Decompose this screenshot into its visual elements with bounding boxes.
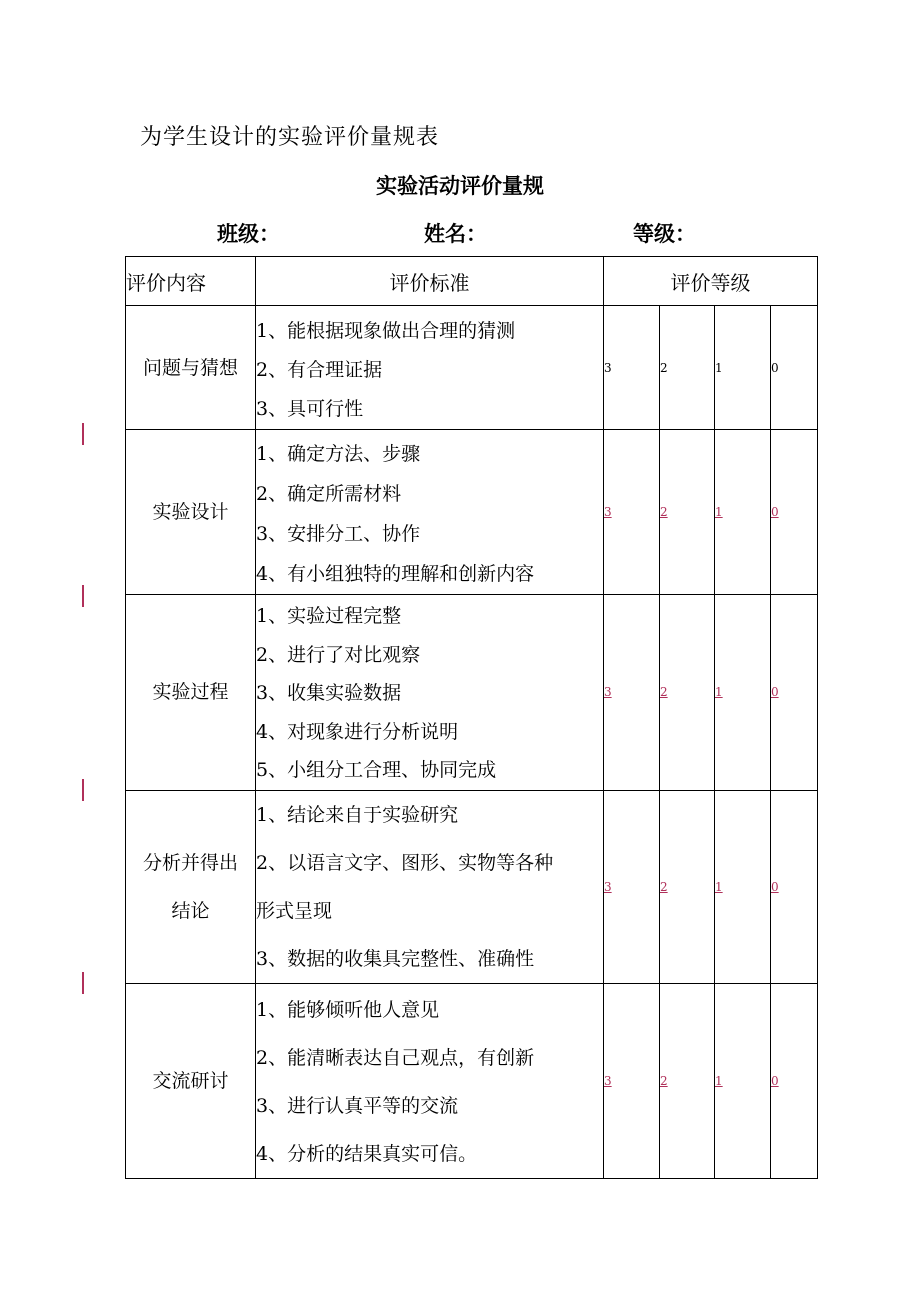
rubric-title: 实验活动评价量规 <box>376 174 544 198</box>
revision-mark <box>82 779 84 801</box>
table-row <box>126 430 818 595</box>
criteria-item: 3、安排分工、协作 <box>256 523 421 545</box>
row-content-line: 分析并得出 <box>142 851 238 874</box>
row-criteria <box>256 983 604 1178</box>
criteria-item: 3、数据的收集具完整性、准确性 <box>256 947 535 970</box>
name-label: 姓名： <box>424 222 487 246</box>
page-heading: 为学生设计的实验评价量规表 <box>140 125 440 150</box>
criteria-item: 形式呈现 <box>256 899 333 922</box>
criteria-item: 2、进行了对比观察 <box>256 643 421 666</box>
criteria-item: 2、能清晰表达自己观点，有创新 <box>256 1046 535 1069</box>
table-row <box>126 790 818 983</box>
criteria-item: 3、收集实验数据 <box>256 682 402 704</box>
criteria-item: 1、能根据现象做出合理的猜测 <box>256 320 516 342</box>
score-cell[interactable]: 0 <box>771 430 818 595</box>
criteria-item: 4、有小组独特的理解和创新内容 <box>256 563 535 585</box>
criteria-item: 3、进行认真平等的交流 <box>256 1094 459 1117</box>
score-cell[interactable]: 1 <box>715 983 771 1178</box>
rubric-table <box>125 256 818 1179</box>
row-content: 实验过程 <box>126 595 256 791</box>
score-cell[interactable]: 2 <box>660 595 715 791</box>
table-row <box>126 595 818 791</box>
criteria-item: 1、实验过程完整 <box>256 605 402 627</box>
row-criteria <box>256 430 604 595</box>
score-cell[interactable]: 2 <box>660 430 715 595</box>
header-content: 评价内容 <box>126 257 256 306</box>
score-cell[interactable]: 0 <box>771 790 818 983</box>
criteria-item: 4、对现象进行分析说明 <box>256 720 459 743</box>
score-cell[interactable]: 2 <box>660 790 715 983</box>
table-row <box>126 306 818 430</box>
score-cell[interactable]: 2 <box>660 306 715 430</box>
score-cell[interactable]: 0 <box>771 306 818 430</box>
criteria-item: 1、结论来自于实验研究 <box>256 803 459 826</box>
score-cell[interactable]: 3 <box>604 306 660 430</box>
table-header-row <box>126 257 818 306</box>
criteria-item: 3、具可行性 <box>256 398 364 420</box>
score-cell[interactable]: 1 <box>715 595 771 791</box>
score-cell[interactable]: 0 <box>771 595 818 791</box>
score-cell[interactable]: 0 <box>771 983 818 1178</box>
criteria-item: 2、有合理证据 <box>256 359 383 381</box>
row-criteria <box>256 306 604 430</box>
revision-mark <box>82 972 84 994</box>
criteria-item: 4、分析的结果真实可信。 <box>256 1142 478 1165</box>
score-cell[interactable]: 1 <box>715 306 771 430</box>
score-cell[interactable]: 1 <box>715 790 771 983</box>
grade-label: 等级： <box>633 222 696 246</box>
row-criteria <box>256 595 604 791</box>
table-row <box>126 983 818 1178</box>
row-content: 交流研讨 <box>126 983 256 1178</box>
class-label: 班级： <box>217 222 280 246</box>
criteria-item: 5、小组分工合理、协同完成 <box>256 759 497 781</box>
criteria-item: 2、以语言文字、图形、实物等各种 <box>256 851 554 874</box>
header-criteria: 评价标准 <box>256 257 604 306</box>
row-content <box>126 790 256 983</box>
header-grade: 评价等级 <box>604 257 818 306</box>
criteria-item: 1、能够倾听他人意见 <box>256 998 440 1021</box>
score-cell[interactable]: 2 <box>660 983 715 1178</box>
criteria-item: 2、确定所需材料 <box>256 483 402 505</box>
row-criteria <box>256 790 604 983</box>
score-cell[interactable]: 3 <box>604 790 660 983</box>
score-cell[interactable]: 1 <box>715 430 771 595</box>
revision-mark <box>82 585 84 607</box>
score-cell[interactable]: 3 <box>604 430 660 595</box>
row-content: 问题与猜想 <box>126 306 256 430</box>
row-content-line: 结论 <box>171 899 210 922</box>
revision-mark <box>82 423 84 445</box>
score-cell[interactable]: 3 <box>604 983 660 1178</box>
criteria-item: 1、确定方法、步骤 <box>256 443 421 465</box>
row-content: 实验设计 <box>126 430 256 595</box>
score-cell[interactable]: 3 <box>604 595 660 791</box>
